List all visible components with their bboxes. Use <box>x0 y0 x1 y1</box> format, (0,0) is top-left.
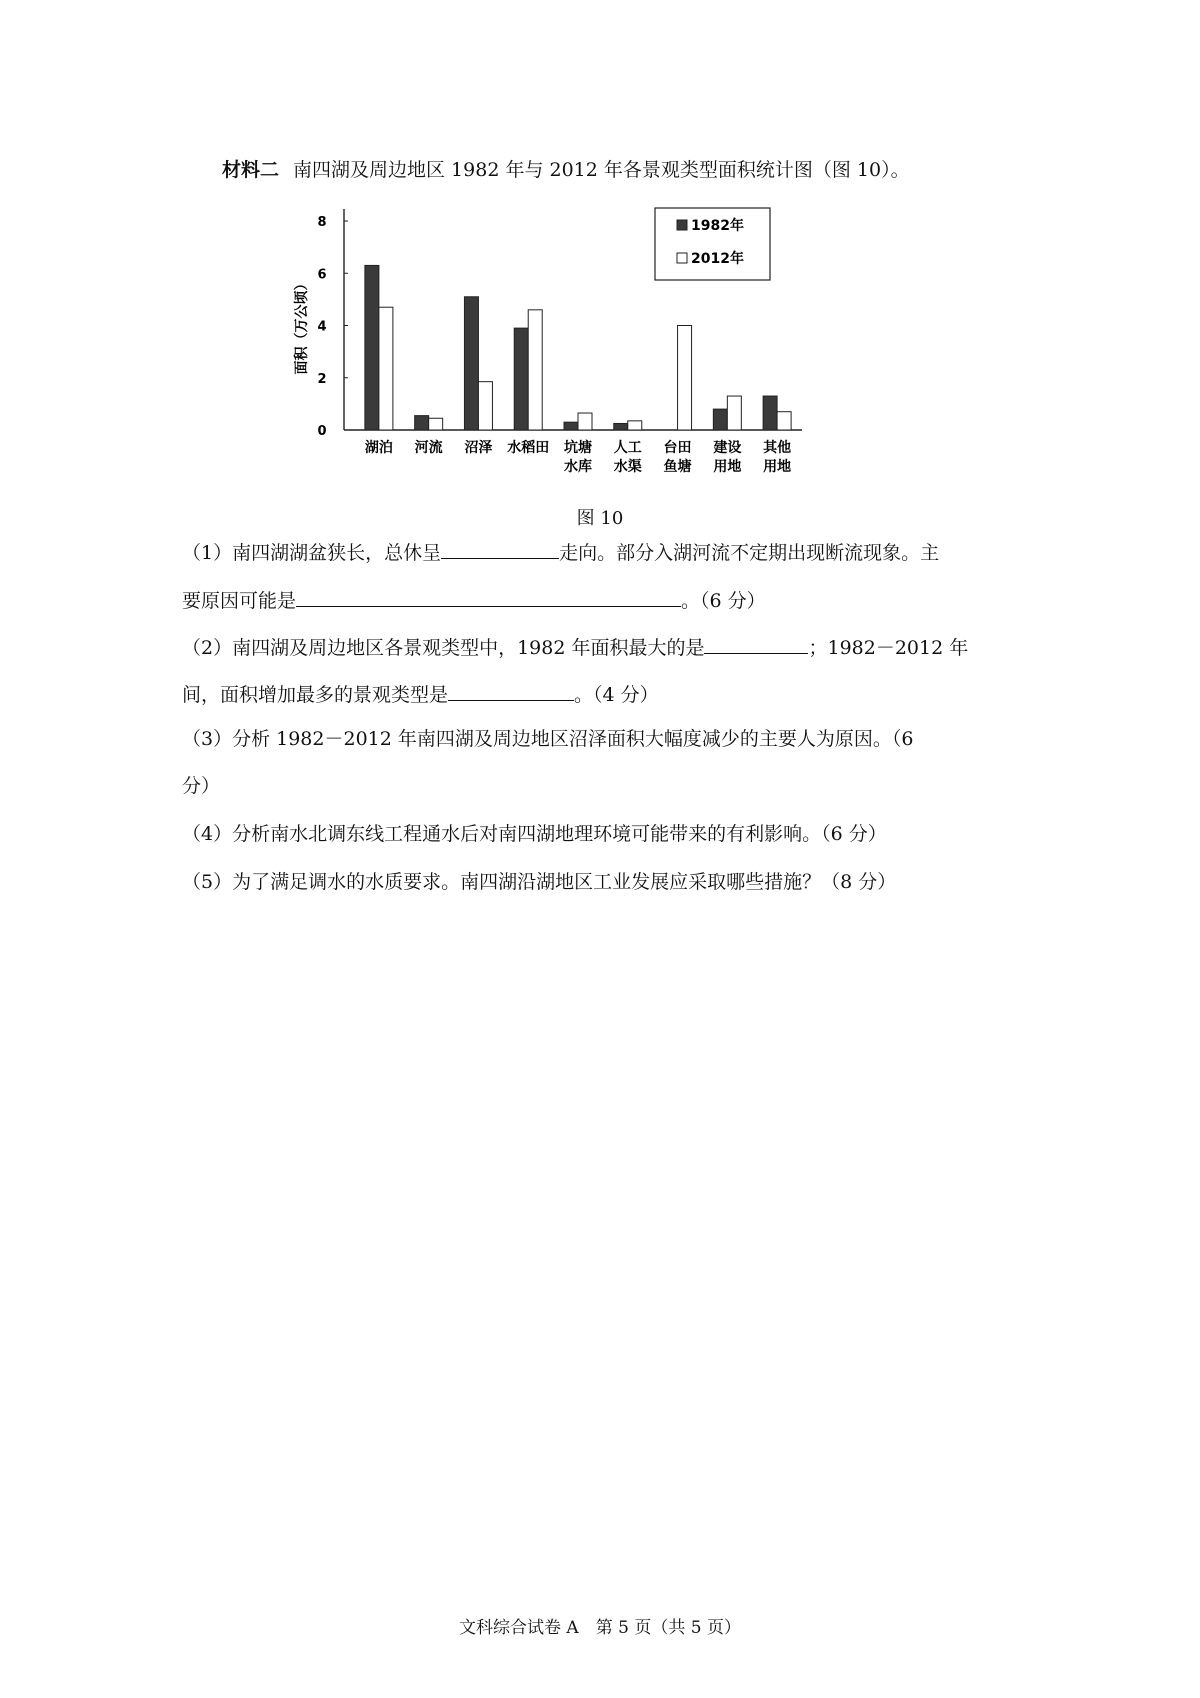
bar-2012 <box>478 382 492 430</box>
material-label: 材料二 <box>222 159 280 181</box>
y-tick-label: 4 <box>317 319 327 335</box>
bar-1982 <box>415 416 429 430</box>
q1-answer-blank-1[interactable] <box>441 538 559 559</box>
q1-text-3: 要原因可能是 <box>182 590 297 612</box>
bar-2012 <box>379 307 393 430</box>
material-two-heading <box>222 158 1122 182</box>
bar-2012 <box>628 421 642 430</box>
chart-bars <box>365 265 791 430</box>
q2-text-3: 间，面积增加最多的景观类型是 <box>182 684 449 706</box>
figure-caption: 图 10 <box>576 508 624 529</box>
legend-label: 2012年 <box>691 251 744 267</box>
question-1-line-1 <box>182 538 1042 565</box>
legend-swatch <box>677 253 687 263</box>
q2-text-1: （2）南四湖及周边地区各景观类型中，1982 年面积最大的是 <box>182 637 705 659</box>
x-category-label: 沼泽 <box>464 440 493 456</box>
material-text: 南四湖及周边地区 1982 年与 2012 年各景观类型面积统计图（图 10）。 <box>293 159 910 181</box>
x-category-label: 水渠 <box>613 459 642 475</box>
x-category-label: 鱼塘 <box>663 459 692 475</box>
x-category-labels <box>365 439 791 475</box>
bar-2012 <box>429 418 443 430</box>
x-category-label: 水库 <box>564 459 592 475</box>
bar-2012 <box>578 413 592 430</box>
x-category-label: 台田 <box>663 440 692 456</box>
bar-1982 <box>763 396 777 430</box>
question-5: （5）为了满足调水的水质要求。南四湖沿湖地区工业发展应采取哪些措施？（8 分） <box>182 871 897 893</box>
y-tick-labels <box>317 215 326 439</box>
question-3-line-1: （3）分析 1982－2012 年南四湖及周边地区沼泽面积大幅度减少的主要人为原因。（6 <box>182 728 914 750</box>
q2-text-2: ；1982－2012 年 <box>808 637 969 659</box>
question-2-line-1 <box>182 633 1042 660</box>
legend-swatch <box>677 220 687 230</box>
bar-2012 <box>727 396 741 430</box>
q2-answer-blank-1[interactable] <box>704 633 808 654</box>
x-category-label: 用地 <box>713 459 742 475</box>
page-footer: 文科综合试卷 A 第 5 页（共 5 页） <box>459 1618 741 1638</box>
bar-1982 <box>365 265 379 430</box>
y-tick-label: 2 <box>317 371 327 387</box>
x-category-label: 用地 <box>763 459 792 475</box>
question-4: （4）分析南水北调东线工程通水后对南四湖地理环境可能带来的有利影响。（6 分） <box>182 823 887 845</box>
question-1-line-2 <box>182 586 1042 613</box>
q2-text-4: 。（4 分） <box>574 684 659 706</box>
bar-1982 <box>464 297 478 430</box>
x-category-label: 建设 <box>713 440 742 456</box>
x-category-label: 水稻田 <box>507 440 550 456</box>
x-category-label: 其他 <box>763 440 792 456</box>
bar-1982 <box>713 409 727 430</box>
q2-answer-blank-2[interactable] <box>448 680 574 701</box>
q1-answer-blank-2[interactable] <box>296 586 681 607</box>
x-category-label: 湖泊 <box>364 440 393 456</box>
q1-text-1: （1）南四湖湖盆狭长，总休呈 <box>182 542 442 564</box>
y-axis-label: 面积（万公顷） <box>294 276 310 375</box>
question-2-line-2 <box>182 680 1042 707</box>
q1-text-4: 。（6 分） <box>681 590 766 612</box>
bar-1982 <box>564 422 578 430</box>
chart-legend <box>655 208 770 280</box>
x-category-label: 河流 <box>414 440 443 456</box>
y-tick-label: 0 <box>317 424 327 439</box>
q1-text-2: 走向。部分入湖河流不定期出现断流现象。主 <box>559 542 940 564</box>
bar-2012 <box>777 412 791 430</box>
legend-label: 1982年 <box>691 218 744 234</box>
bar-2012 <box>528 310 542 430</box>
x-category-label: 人工 <box>613 440 642 456</box>
y-tick-label: 8 <box>317 215 327 230</box>
bar-1982 <box>614 423 628 430</box>
bar-1982 <box>514 328 528 430</box>
bar-2012 <box>678 326 692 431</box>
y-tick-label: 6 <box>317 267 327 283</box>
x-category-label: 坑塘 <box>564 440 592 456</box>
question-3-line-2: 分） <box>182 775 221 797</box>
landscape-area-bar-chart <box>290 205 890 500</box>
